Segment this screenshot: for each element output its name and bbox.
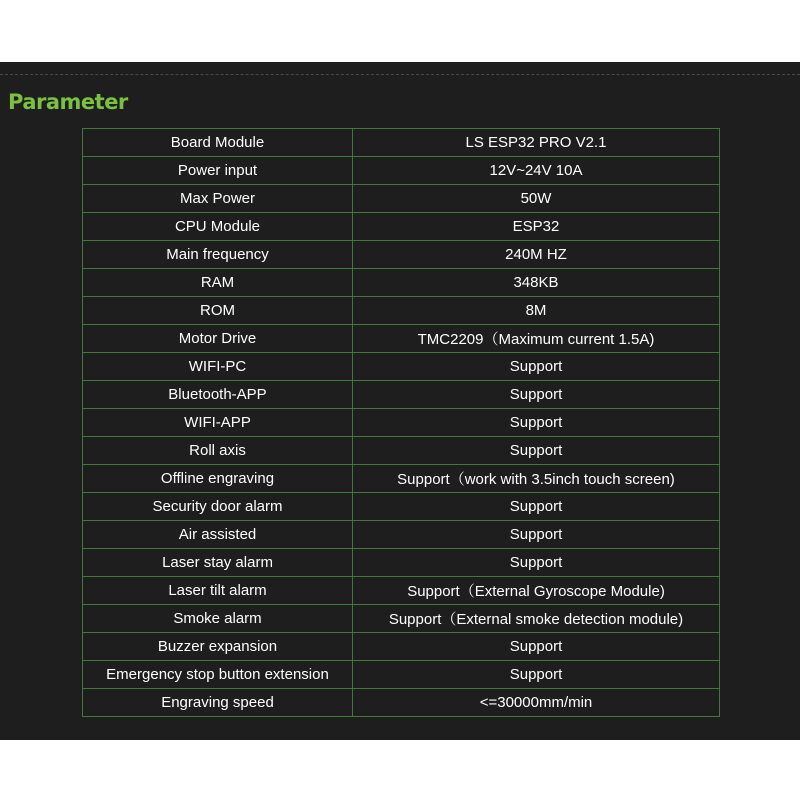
table-row: [83, 129, 720, 157]
parameter-value-cell: 348KB: [353, 269, 720, 297]
table-row: [83, 241, 720, 269]
parameter-value-cell: 50W: [353, 185, 720, 213]
table-row: [83, 577, 720, 605]
parameter-value-cell: LS ESP32 PRO V2.1: [353, 129, 720, 157]
table-row: [83, 549, 720, 577]
table-row: [83, 297, 720, 325]
table-row: [83, 661, 720, 689]
table-row: [83, 605, 720, 633]
table-row: [83, 465, 720, 493]
parameter-name-cell: Security door alarm: [83, 493, 353, 521]
parameter-value-cell: Support: [353, 493, 720, 521]
table-row: [83, 269, 720, 297]
parameter-value-cell: Support: [353, 381, 720, 409]
parameter-value-cell: Support（External Gyroscope Module): [353, 577, 720, 605]
parameter-table-body: [83, 129, 720, 717]
parameter-value-cell: Support: [353, 353, 720, 381]
parameter-name-cell: Board Module: [83, 129, 353, 157]
parameter-name-cell: WIFI-APP: [83, 409, 353, 437]
parameter-value-cell: Support: [353, 521, 720, 549]
parameter-name-cell: Smoke alarm: [83, 605, 353, 633]
parameter-value-cell: Support: [353, 409, 720, 437]
parameter-name-cell: Motor Drive: [83, 325, 353, 353]
parameter-value-cell: Support: [353, 437, 720, 465]
table-row: [83, 353, 720, 381]
table-row: [83, 521, 720, 549]
table-row: [83, 325, 720, 353]
dashed-divider: [0, 74, 800, 75]
parameter-name-cell: Laser stay alarm: [83, 549, 353, 577]
parameter-name-cell: Bluetooth-APP: [83, 381, 353, 409]
parameter-name-cell: Offline engraving: [83, 465, 353, 493]
parameter-name-cell: Main frequency: [83, 241, 353, 269]
table-row: [83, 689, 720, 717]
parameter-table: [82, 128, 720, 717]
table-row: [83, 381, 720, 409]
parameter-name-cell: Engraving speed: [83, 689, 353, 717]
parameter-name-cell: Max Power: [83, 185, 353, 213]
parameter-value-cell: 8M: [353, 297, 720, 325]
parameter-value-cell: ESP32: [353, 213, 720, 241]
parameter-value-cell: Support（work with 3.5inch touch screen): [353, 465, 720, 493]
parameter-value-cell: Support: [353, 549, 720, 577]
parameter-name-cell: WIFI-PC: [83, 353, 353, 381]
parameter-name-cell: Emergency stop button extension: [83, 661, 353, 689]
parameter-name-cell: Air assisted: [83, 521, 353, 549]
parameter-value-cell: TMC2209（Maximum current 1.5A): [353, 325, 720, 353]
parameter-name-cell: Laser tilt alarm: [83, 577, 353, 605]
parameter-name-cell: Roll axis: [83, 437, 353, 465]
table-row: [83, 157, 720, 185]
table-row: [83, 633, 720, 661]
parameter-panel: [0, 62, 800, 740]
section-title: Parameter: [8, 90, 128, 114]
table-row: [83, 185, 720, 213]
parameter-name-cell: CPU Module: [83, 213, 353, 241]
table-row: [83, 213, 720, 241]
table-row: [83, 493, 720, 521]
parameter-name-cell: Buzzer expansion: [83, 633, 353, 661]
parameter-value-cell: Support: [353, 633, 720, 661]
parameter-name-cell: RAM: [83, 269, 353, 297]
parameter-value-cell: 12V~24V 10A: [353, 157, 720, 185]
table-row: [83, 409, 720, 437]
parameter-value-cell: 240M HZ: [353, 241, 720, 269]
parameter-value-cell: Support: [353, 661, 720, 689]
parameter-name-cell: Power input: [83, 157, 353, 185]
table-row: [83, 437, 720, 465]
parameter-value-cell: <=30000mm/min: [353, 689, 720, 717]
parameter-name-cell: ROM: [83, 297, 353, 325]
parameter-value-cell: Support（External smoke detection module): [353, 605, 720, 633]
